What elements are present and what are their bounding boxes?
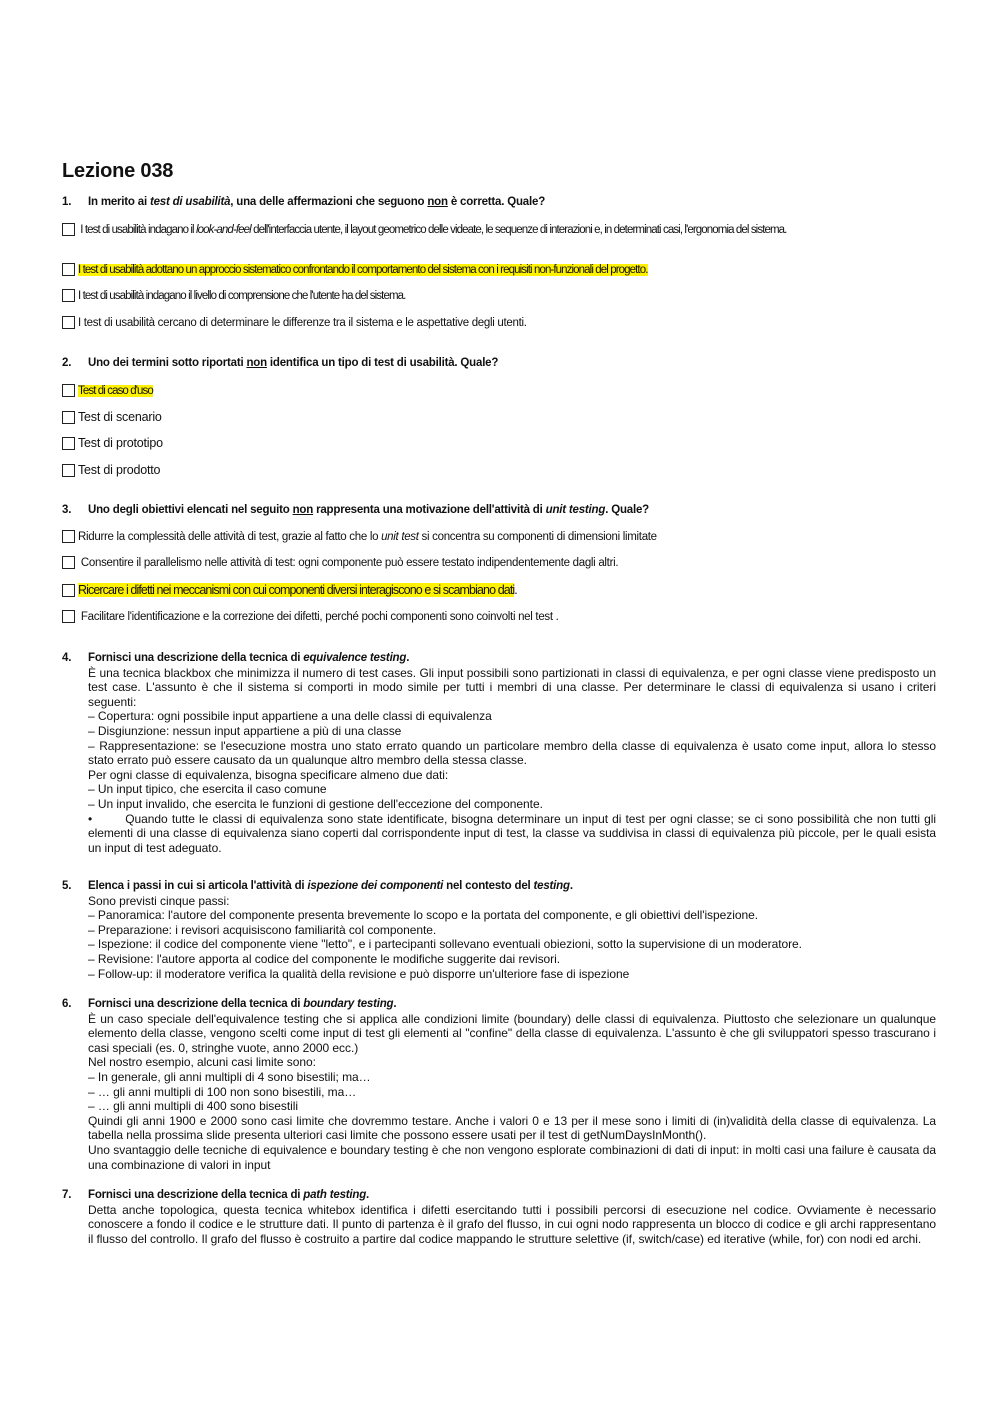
answer-paragraph: – Rappresentazione: se l'esecuzione mostra uno stato errato quando un particolare membro della classe di equivalenza è usato come input, allora lo stesso stato errato può essere causato da un qualunque altro membro della stessa classe. [88,738,936,768]
answer-paragraph: Quindi gli anni 1900 e 2000 sono casi limite che dovremmo testare. Anche i valori 0 e 13 per il mese sono i limiti di (in)validità della classe di equivalenza. La tabella nella prossima slide presenta ulteriori casi limite che possono essere usati per il test di getNumDaysInMonth(). [88,1113,936,1143]
answer-checkbox[interactable] [62,384,75,397]
correct-answer-highlight: Test di caso d'uso [78,385,153,397]
page-title: Lezione 038 [62,160,174,182]
question-1-option-1[interactable]: I test di usabilità indagano il look-and-feel dell'interfaccia utente, il layout geometrico delle videate, le sequenze di interazioni e, in determinati casi, l'ergonomia del sistema. [62,223,922,237]
answer-paragraph: Uno svantaggio delle tecniche di equivalence e boundary testing è che non vengono esplorate combinazioni di dati di input: in molti casi una failure è causata da una combinazione di valori in input [88,1142,936,1172]
correct-answer-highlight: Ricercare i difetti nei meccanismi con cui componenti diversi interagiscono e si scambiano dati [78,583,515,597]
answer-line: – Ispezione: il codice del componente viene "letto", e i partecipanti sollevano eventuali obiezioni, sotto la supervisione di un moderatore. [88,937,802,952]
question-3-option-1[interactable]: Ridurre la complessità delle attività di test, grazie al fatto che lo unit test si concentra su componenti di dimensioni limitate [62,530,922,544]
question-2-option-3[interactable]: Test di prototipo [62,436,922,450]
question-3-option-4[interactable]: Facilitare l'identificazione e la correzione dei difetti, perché pochi componenti sono coinvolti nel test . [62,610,922,624]
answer-line: – Panoramica: l'autore del componente presenta brevemente lo scopo e la portata del componente, e gli obiettivi dell'ispezione. [88,908,758,923]
answer-line: – Copertura: ogni possibile input appartiene a una delle classi di equivalenza [88,709,492,724]
answer-line: – Disgiunzione: nessun input appartiene a più di una classe [88,723,402,738]
question-1-option-2[interactable] [62,263,922,277]
answer-checkbox[interactable] [62,411,75,424]
answer-checkbox[interactable] [62,584,75,597]
answer-paragraph: È una tecnica blackbox che minimizza il numero di test cases. Gli input possibili sono partizionati in classi di equivalenza, e per ogni classe viene predisposto un test case. L'assunto è che il sistema si comporti in modo simile per tutti i membri di una classe. Per determinare le classi di equivalenza si usano i criteri seguenti: [88,665,936,709]
question-3-option-2[interactable]: Consentire il parallelismo nelle attività di test: ogni componente può essere testato indipendentemente dagli altri. [62,556,922,570]
correct-answer-highlight: I test di usabilità adottano un approccio sistematico confrontando il comportamento del sistema con i requisiti non-funzionali del progetto. [78,264,648,276]
answer-checkbox[interactable] [62,530,75,543]
answer-line: – Revisione: l'autore apporta al codice del componente le modifiche suggerite dai revisori. [88,951,561,966]
question-4-block [62,651,940,855]
question-3-heading: 3. Uno degli obiettivi elencati nel seguito non rappresenta una motivazione dell'attività di unit testing. Quale? [62,504,649,516]
question-6-heading: 6. Fornisci una descrizione della tecnica di boundary testing. [62,998,397,1010]
question-7-block [62,1188,936,1246]
answer-paragraph: Detta anche topologica, questa tecnica whitebox identifica i difetti esercitando tutti i possibili percorsi di esecuzione nel codice. Ovviamente è necessario conoscere a fondo il codice e le strutture dati. Il punto di partenza è il grafo del flusso, in cui ogni nodo rappresenta un blocco di codice e gli archi rappresentano il flusso del controllo. Il grafo del flusso è costruito a partire dal codice mappando le strutture selettive (if, switch/case) ed iterative (while, for) con nodi ed archi. [88,1202,936,1246]
answer-line: – Follow-up: il moderatore verifica la qualità della revisione e può disporre un'ulteriore fase di ispezione [88,966,630,981]
answer-paragraph: • Quando tutte le classi di equivalenza sono state identificate, bisogna determinare un input di test per ogni classe; se ci sono possibilità che non tutti gli elementi di una classe di equivalenza siano coperti dal corrispondente input di test, la classe va suddivisa in classi di equivalenza più piccole, per le quali esista un input di test adeguato. [88,811,940,855]
question-2-option-4[interactable]: Test di prodotto [62,463,922,477]
answer-checkbox[interactable] [62,316,75,329]
answer-checkbox[interactable] [62,289,75,302]
answer-paragraph: È un caso speciale dell'equivalence testing che si applica alle condizioni limite (boundary) delle classi di equivalenza. Piuttosto che selezionare un qualunque elemento della classe, vengono scelti come input di test gli elementi al "confine" della classe di equivalenza. L'assunto è che gli sviluppatori spesso trascurano i casi speciali (es. 0, stringhe vuote, anno 2000 ecc.) [88,1011,936,1055]
question-2-option-2[interactable]: Test di scenario [62,410,922,424]
question-2-option-1[interactable] [62,384,922,398]
answer-line: – Un input tipico, che esercita il caso comune [88,782,327,797]
answer-checkbox[interactable] [62,464,75,477]
answer-line: Sono previsti cinque passi: [88,893,230,908]
question-1-option-4[interactable]: I test di usabilità cercano di determinare le differenze tra il sistema e le aspettative degli utenti. [62,316,922,330]
question-6-block [62,997,936,1172]
question-1-option-3[interactable]: I test di usabilità indagano il livello di comprensione che l'utente ha del sistema. [62,289,922,303]
answer-line: Per ogni classe di equivalenza, bisogna specificare almeno due dati: [88,767,449,782]
question-2-heading: 2. Uno dei termini sotto riportati non identifica un tipo di test di usabilità. Quale? [62,357,499,369]
question-3-option-3[interactable]: Ricercare i difetti nei meccanismi con cui componenti diversi interagiscono e si scambiano dati. [62,583,922,597]
question-5-block [62,879,936,981]
question-7-heading: 7. Fornisci una descrizione della tecnica di path testing. [62,1189,370,1201]
answer-line: – … gli anni multipli di 100 non sono bisestili, ma… [88,1084,357,1099]
answer-checkbox[interactable] [62,263,75,276]
answer-line: – Preparazione: i revisori acquisiscono familiarità col componente. [88,922,437,937]
answer-checkbox[interactable] [62,223,75,236]
answer-checkbox[interactable] [62,610,75,623]
answer-line: Nel nostro esempio, alcuni casi limite sono: [88,1055,316,1070]
answer-checkbox[interactable] [62,437,75,450]
question-5-heading: 5. Elenca i passi in cui si articola l'attività di ispezione dei componenti nel contesto del testing. [62,880,573,892]
answer-line: – In generale, gli anni multipli di 4 sono bisestili; ma… [88,1069,371,1084]
answer-checkbox[interactable] [62,556,75,569]
question-1-heading: 1. In merito ai test di usabilità, una delle affermazioni che seguono non è corretta. Quale? [62,196,546,208]
question-4-heading: 4. Fornisci una descrizione della tecnica di equivalence testing. [62,652,410,664]
answer-line: – Un input invalido, che esercita le funzioni di gestione dell'eccezione del componente. [88,796,543,811]
answer-line: – … gli anni multipli di 400 sono bisestili [88,1099,298,1114]
